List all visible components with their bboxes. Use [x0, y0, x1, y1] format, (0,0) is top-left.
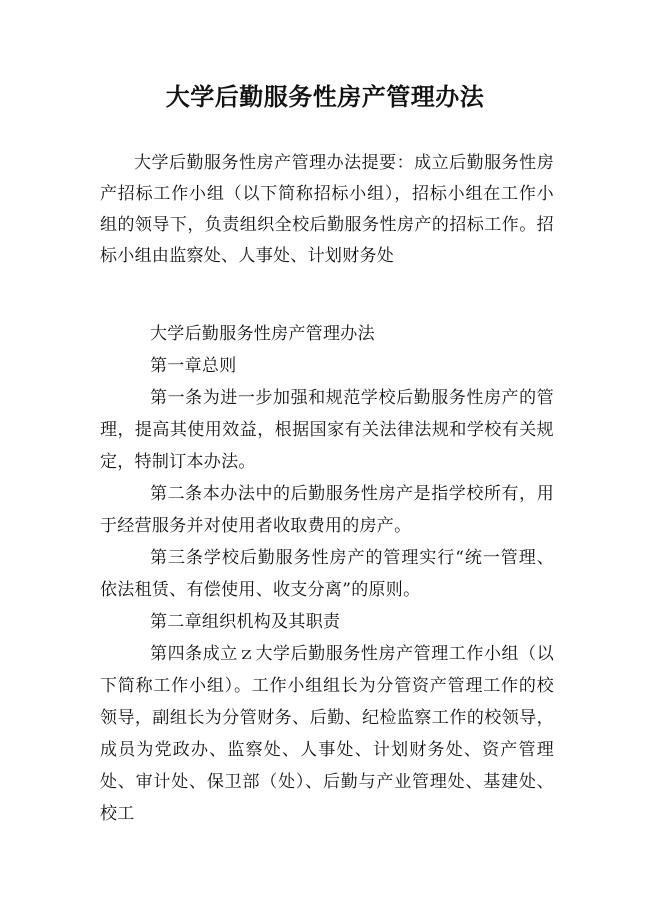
document-body: [100, 318, 554, 830]
article-4: 第四条成立ｚ大学后勤服务性房产管理工作小组（以下简称工作小组）。工作小组组长为分管资产管理工作的校领导，副组长为分管财务、后勤、纪检监察工作的校领导，成员为党政办、监察处、人事处、计划财务处、资产管理处、审计处、保卫部（处）、后勤与产业管理处、基建处、校工: [100, 644, 554, 824]
article-1: 第一条为进一步加强和规范学校后勤服务性房产的管理，提高其使用效益，根据国家有关法律法规和学校有关规定，特制订本办法。: [100, 388, 554, 472]
document-title: 大学后勤服务性房产管理办法: [165, 82, 485, 111]
chapter-2-heading: 第二章组织机构及其职责: [150, 612, 341, 632]
document-subtitle: 大学后勤服务性房产管理办法: [150, 324, 375, 344]
article-3: 第三条学校后勤服务性房产的管理实行“统一管理、依法租赁、有偿使用、收支分离”的原则。: [100, 548, 554, 600]
chapter-1-heading: 第一章总则: [150, 356, 237, 376]
article-2: 第二条本办法中的后勤服务性房产是指学校所有，用于经营服务并对使用者收取费用的房产。: [100, 484, 554, 536]
document-abstract: 大学后勤服务性房产管理办法提要：成立后勤服务性房产招标工作小组（以下简称招标小组），招标小组在工作小组的领导下，负责组织全校后勤服务性房产的招标工作。招标小组由监察处、人事处、计划财务处: [100, 153, 554, 266]
